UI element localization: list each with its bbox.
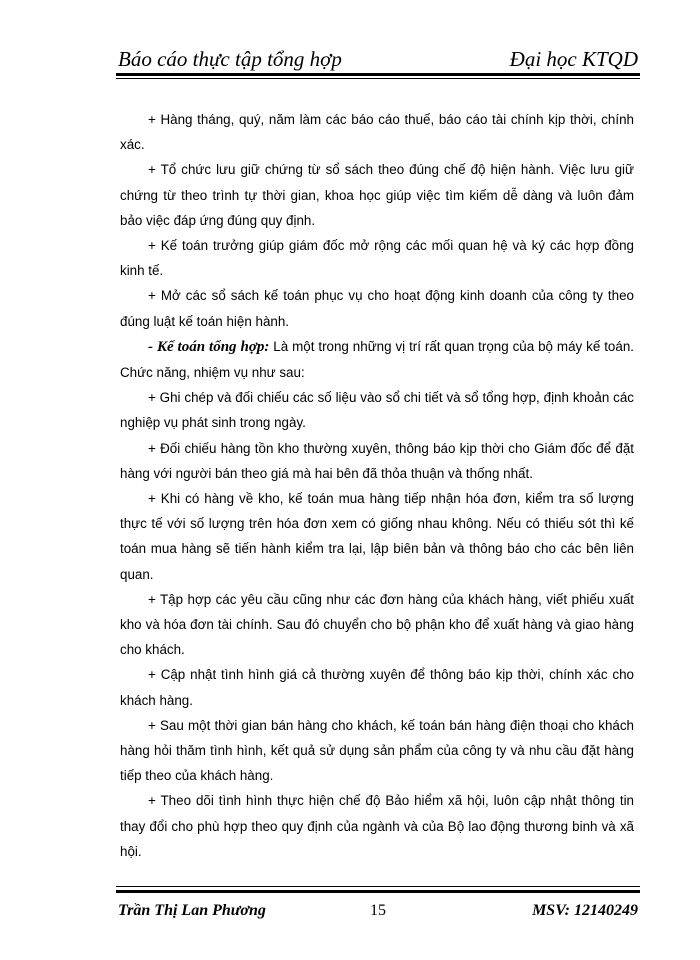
header-rule — [116, 73, 640, 76]
paragraph-text: + Ghi chép và đối chiếu các số liệu vào sổ chi tiết và sổ tổng hợp, định khoản các nghiệp vụ phát sinh trong ngày. — [120, 390, 634, 431]
paragraph-text: + Đối chiếu hàng tồn kho thường xuyên, thông báo kịp thời cho Giám đốc để đặt hàng với người bán theo giá mà hai bên đã thỏa thuận và thống nhất. — [120, 440, 634, 481]
section-lead: - Kế toán tổng hợp: — [148, 338, 270, 355]
paragraph — [120, 233, 634, 283]
footer-author: Trần Thị Lan Phương — [118, 902, 266, 919]
paragraph-text: + Khi có hàng về kho, kế toán mua hàng tiếp nhận hóa đơn, kiểm tra số lượng thực tế với số lượng trên hóa đơn xem có giống nhau không. Nếu có thiếu sót thì kế toán mua hàng sẽ tiến hành kiểm tra lại, lập biên bản và thông báo cho các bên liên quan. — [120, 491, 634, 582]
paragraph-text: + Kế toán trưởng giúp giám đốc mở rộng các mối quan hệ và ký các hợp đồng kinh tế. — [120, 238, 634, 279]
paragraph — [120, 436, 634, 486]
paragraph — [120, 587, 634, 663]
paragraph — [120, 107, 634, 157]
body-text — [120, 107, 634, 864]
paragraph-text: + Mở các sổ sách kế toán phục vụ cho hoạt động kinh doanh của công ty theo đúng luật kế toán hiện hành. — [120, 288, 634, 329]
paragraph-text: + Sau một thời gian bán hàng cho khách, kế toán bán hàng điện thoại cho khách hàng hỏi thăm tình hình, kết quả sử dụng sản phẩm của công ty và nhu cầu đặt hàng tiếp theo của khách hàng. — [120, 717, 634, 784]
paragraph — [120, 486, 634, 587]
paragraph-text: Là một trong những vị trí rất quan trọng của bộ máy kế toán. Chức năng, nhiệm vụ như sau: — [120, 338, 634, 381]
paragraph-text: + Hàng tháng, quý, năm làm các báo cáo thuế, báo cáo tài chính kịp thời, chính xác. — [120, 112, 634, 153]
header-rule-thin — [116, 78, 640, 79]
page-footer — [118, 898, 638, 924]
paragraph — [120, 788, 634, 864]
paragraph — [120, 334, 634, 385]
paragraph — [120, 713, 634, 789]
footer-rule-thin — [116, 886, 640, 887]
paragraph-text: + Tổ chức lưu giữ chứng từ sổ sách theo đúng chế độ hiện hành. Việc lưu giữ chứng từ theo trình tự thời gian, khoa học giúp việc tìm kiếm dễ dàng và luôn đảm bảo việc đáp ứng đúng quy định. — [120, 162, 634, 228]
header-report-title: Báo cáo thực tập tổng hợp — [118, 47, 342, 71]
paragraph-text: + Tập hợp các yêu cầu cũng như các đơn hàng của khách hàng, viết phiếu xuất kho và hóa đơn tài chính. Sau đó chuyển cho bộ phận kho để xuất hàng và giao hàng cho khách. — [120, 591, 634, 658]
paragraph-text: + Theo dõi tình hình thực hiện chế độ Bảo hiểm xã hội, luôn cập nhật thông tin thay đổi cho phù hợp theo quy định của ngành và của Bộ lao động thương binh và xã hội. — [120, 793, 634, 859]
paragraph — [120, 157, 634, 233]
paragraph — [120, 385, 634, 435]
page-number: 15 — [370, 902, 386, 919]
paragraph-text: + Cập nhật tình hình giá cả thường xuyên để thông báo kịp thời, chính xác cho khách hàng. — [120, 667, 634, 708]
paragraph — [120, 662, 634, 712]
paragraph — [120, 283, 634, 333]
header-university: Đại học KTQD — [509, 47, 638, 71]
footer-student-id: MSV: 12140249 — [532, 902, 638, 919]
footer-rule — [116, 890, 640, 893]
page-header — [118, 42, 638, 72]
